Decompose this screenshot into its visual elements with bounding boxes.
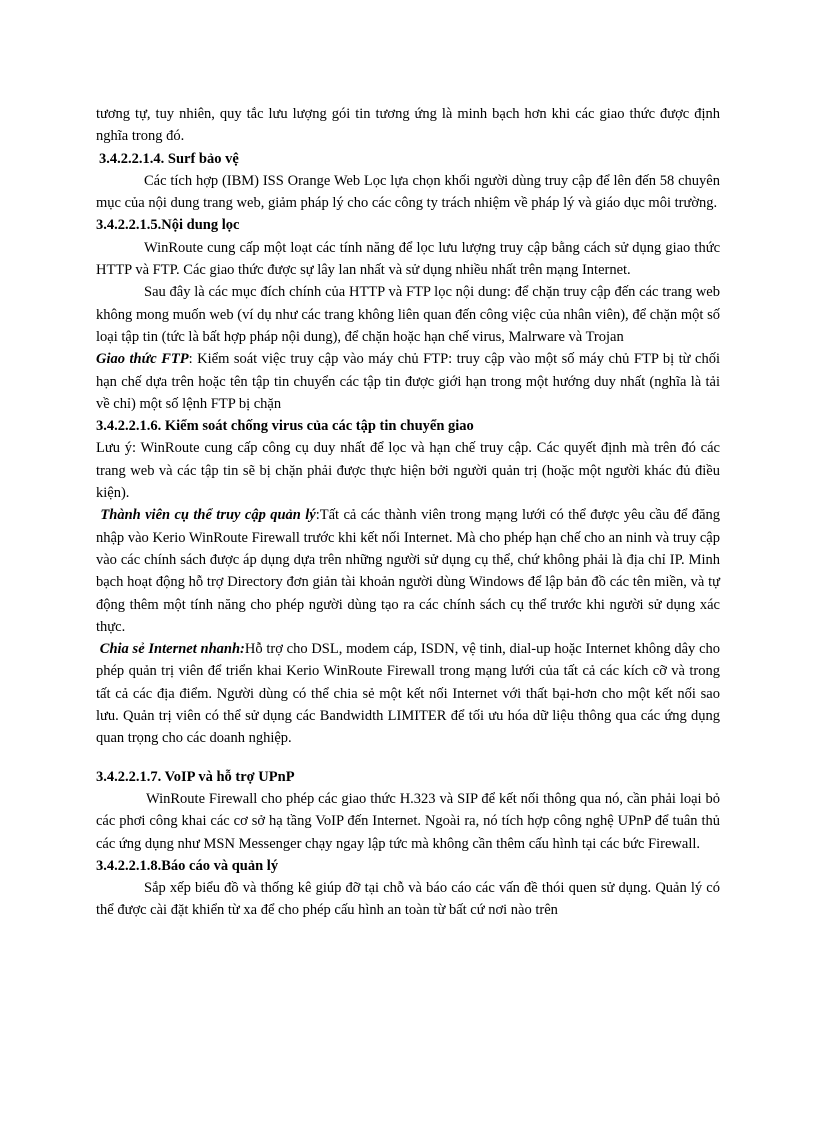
section-heading-antivirus: 3.4.2.2.1.6. Kiểm soát chống virus của các tập tin chuyển giao: [96, 418, 474, 435]
paragraph-content-filtering-purposes: Sau đây là các mục đích chính của HTTP và FTP lọc nội dung: để chặn truy cập đến các trang web không mong muốn web (ví dụ như các trang không liên quan đến công việc của nhân viên), để chặn một số loại tập tin (tức là bất hợp pháp nội dung), để chặn hoặc hạn chế virus, Malrware và Trojan: [96, 284, 720, 345]
paragraph-voip-upnp: WinRoute Firewall cho phép các giao thức H.323 và SIP để kết nối thông qua nó, cần phải loại bỏ các phơi công khai các cơ sở hạ tầng VoIP đến Internet. Ngoài ra, nó tích hợp công nghệ UPnP để tuân thủ các ứng dụng như MSN Messenger chạy ngay lập tức mà không cần thêm cấu hình tại các bức Firewall.: [96, 790, 720, 852]
ftp-protocol-text: : Kiểm soát việc truy cập vào máy chủ FTP: truy cập vào một số máy chủ FTP bị từ chối hạn chế dựa trên hoặc tên tập tin chuyển các tập tin được giới hạn trong một hướng duy nhất (nghĩa là tải về chỉ) một số lệnh FTP bị chặn: [96, 351, 721, 412]
section-heading-voip-upnp: 3.4.2.2.1.7. VoIP và hỗ trợ UPnP: [96, 768, 295, 785]
paragraph-ftp-protocol: [96, 348, 720, 415]
member-access-lead: Thành viên cụ thể truy cập quản lý: [100, 507, 316, 524]
paragraph-internet-sharing: [96, 638, 720, 749]
paragraph-antivirus-note: Lưu ý: WinRoute cung cấp công cụ duy nhất để lọc và hạn chế truy cập. Các quyết định mà trên đó các trang web và các tập tin sẽ bị chặn phải được thực hiện bởi người quản trị (hoặc một người khác đủ điều kiện).: [96, 440, 720, 502]
section-heading-content-filtering: 3.4.2.2.1.5.Nội dung lọc: [96, 217, 240, 234]
internet-sharing-text: Hỗ trợ cho DSL, modem cáp, ISDN, vệ tinh, dial-up hoặc Internet không dây cho phép quản trị viên để triển khai Kerio WinRoute Firewall trong mạng lưới của tất cả các kích cỡ và trong tất cả các địa điểm. Người dùng có thể chia sẻ một kết nối Internet với thất bại-hơn cho một kết nối sao lưu. Quản trị viên có thể sử dụng các Bandwidth LIMITER để tối ưu hóa dữ liệu thông qua các ứng dụng quan trọng cho các doanh nghiệp.: [96, 641, 721, 747]
paragraph-surf-protection: Các tích hợp (IBM) ISS Orange Web Lọc lựa chọn khối người dùng truy cập để lên đến 58 chuyên mục của nội dung trang web, giảm pháp lý cho các công ty trách nhiệm về pháp lý và giáo dục môi trường.: [96, 172, 720, 212]
internet-sharing-lead: Chia sẻ Internet nhanh:: [99, 641, 245, 658]
document-page: [96, 103, 720, 922]
section-heading-reporting: 3.4.2.2.1.8.Báo cáo và quản lý: [96, 857, 279, 874]
paragraph-member-access: [96, 504, 720, 638]
paragraph-content-filtering-intro: WinRoute cung cấp một loạt các tính năng để lọc lưu lượng truy cập bằng cách sử dụng giao thức HTTP và FTP. Các giao thức được sự lây lan nhất và sử dụng nhiều nhất trên mạng Internet.: [96, 239, 720, 279]
paragraph-continuation: tương tự, tuy nhiên, quy tắc lưu lượng gói tin tương ứng là minh bạch hơn khi các giao thức được định nghĩa trong đó.: [96, 106, 720, 145]
member-access-text: :Tất cả các thành viên trong mạng lưới có thể được yêu cầu để đăng nhập vào Kerio WinRoute Firewall trước khi kết nối Internet. Mà cho phép hạn chế cho an ninh và truy cập vào các chính sách được áp dụng dựa trên những người sử dụng cụ thể, chứ không phải là địa chỉ IP. Minh bạch hoạt động hỗ trợ Directory đơn giản tài khoản người dùng Windows để lập bản đồ các tên miền, và tự động thêm một tính năng cho phép người dùng tạo ra các chính sách cụ thể trước khi người sử dụng xác thực.: [96, 507, 721, 635]
paragraph-reporting: Sắp xếp biểu đồ và thống kê giúp đỡ tại chỗ và báo cáo các vấn đề thói quen sử dụng. Quản lý có thể được cài đặt khiển từ xa để cho phép cấu hình an toàn từ bất cứ nơi nào trên: [96, 880, 720, 919]
ftp-protocol-lead: Giao thức FTP: [96, 351, 189, 368]
section-heading-surf-protection: 3.4.2.2.1.4. Surf bảo vệ: [99, 150, 239, 167]
